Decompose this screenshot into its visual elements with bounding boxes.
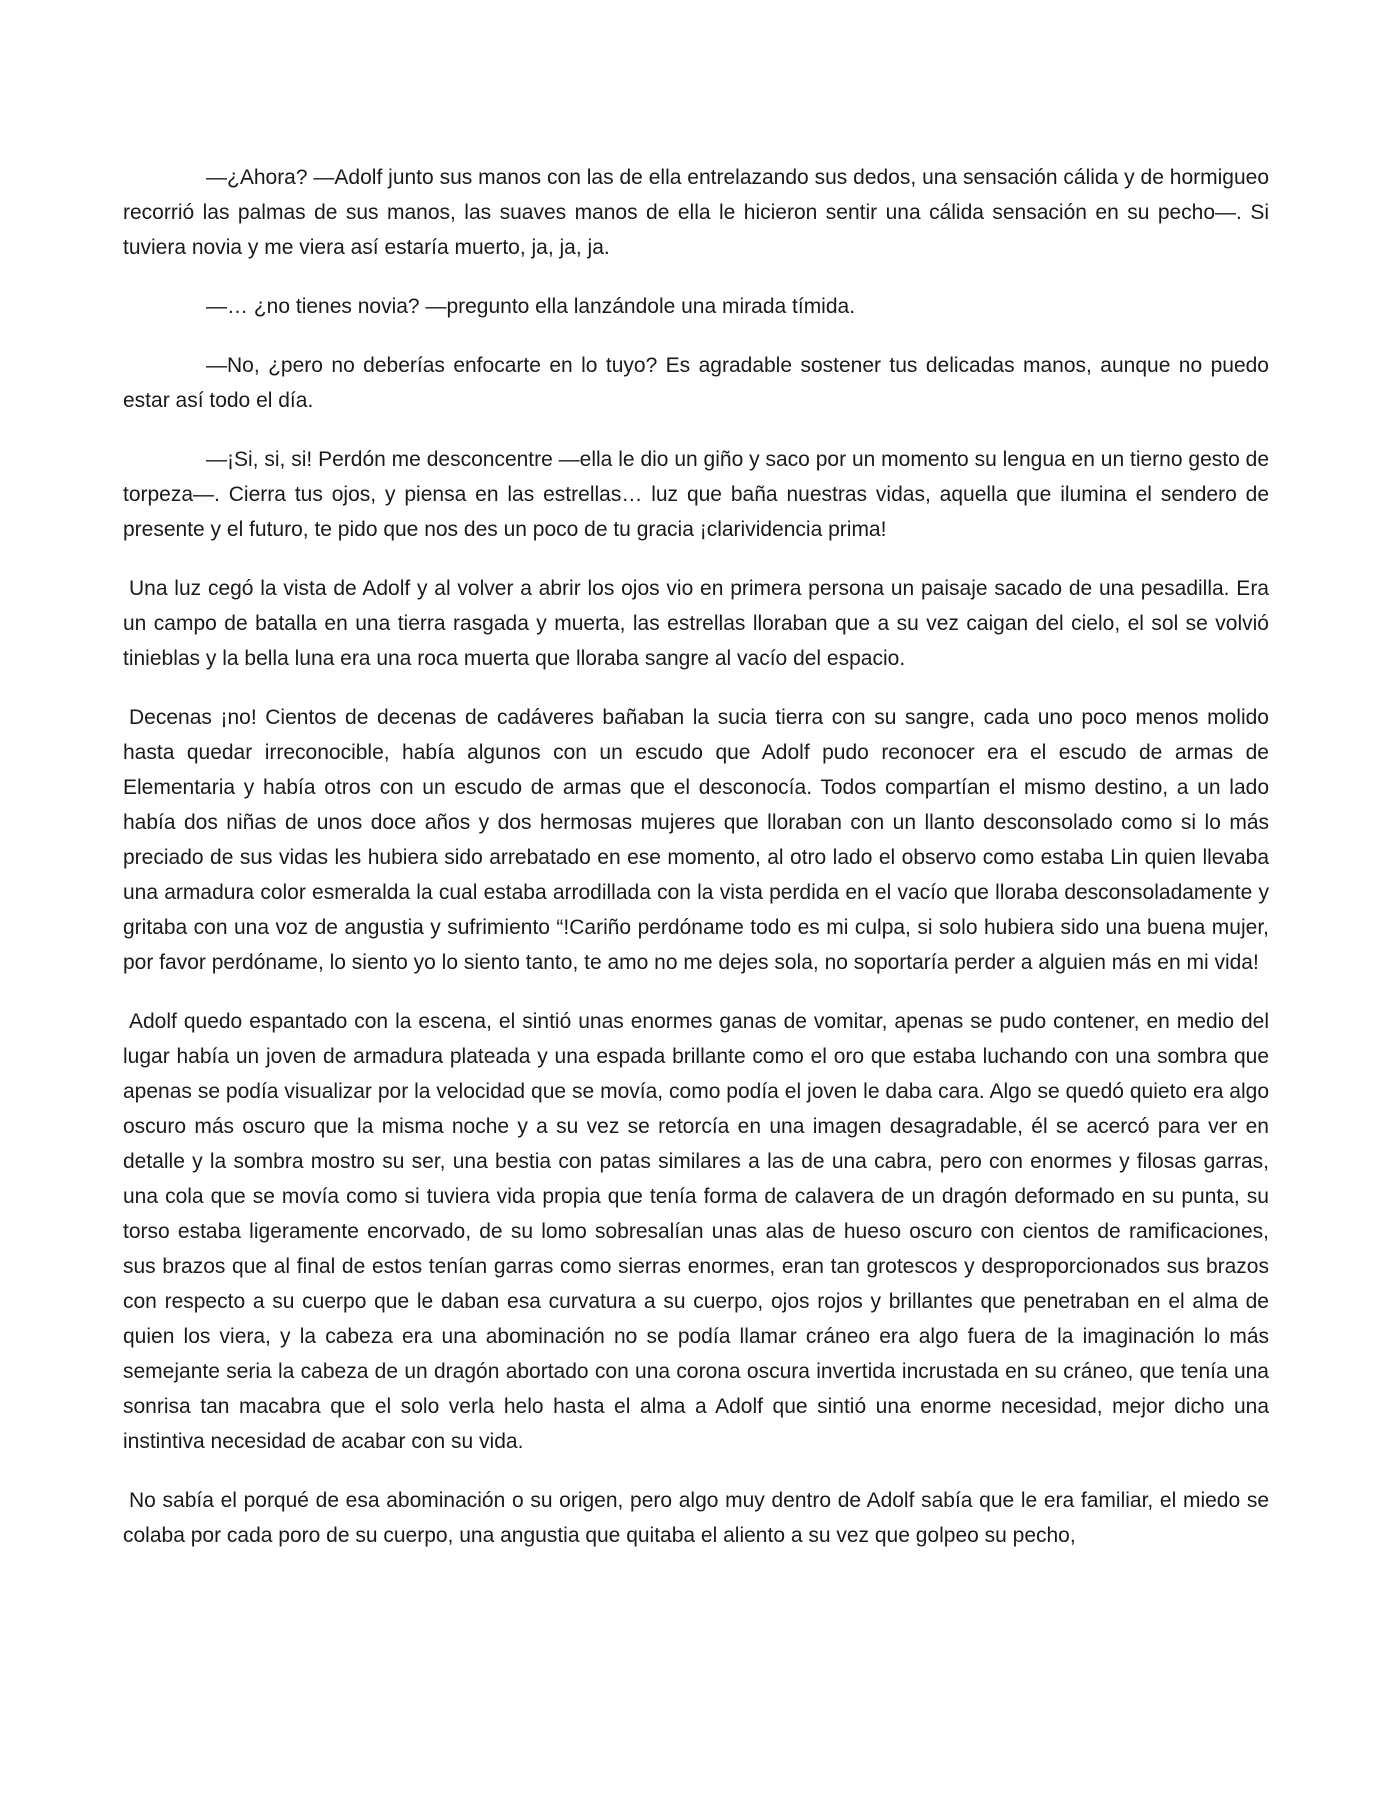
paragraph-7: Adolf quedo espantado con la escena, el sintió unas enormes ganas de vomitar, apenas se pudo contener, en medio del lugar había un joven de armadura plateada y una espada brillante como el oro que estaba luchando con una sombra que apenas se podía visualizar por la velocidad que se movía, como podía el joven le daba cara. Algo se quedó quieto era algo oscuro más oscuro que la misma noche y a su vez se retorcía en una imagen desagradable, él se acercó para ver en detalle y la sombra mostro su ser, una bestia con patas similares a las de una cabra, pero con enormes y filosas garras, una cola que se movía como si tuviera vida propia que tenía forma de calavera de un dragón deformado en su punta, su torso estaba ligeramente encorvado, de su lomo sobresalían unas alas de hueso oscuro con cientos de ramificaciones, sus brazos que al final de estos tenían garras como sierras enormes, eran tan grotescos y desproporcionados sus brazos con respecto a su cuerpo que le daban esa curvatura a su cuerpo, ojos rojos y brillantes que penetraban en el alma de quien los viera, y la cabeza era una abominación no se podía llamar cráneo era algo fuera de la imaginación lo más semejante seria la cabeza de un dragón abortado con una corona oscura invertida incrustada en su cráneo, que tenía una sonrisa tan macabra que el solo verla helo hasta el alma a Adolf que sintió una enorme necesidad, mejor dicho una instintiva necesidad de acabar con su vida. bbox=[123, 1010, 1269, 1453]
paragraph-4: —¡Si, si, si! Perdón me desconcentre —ella le dio un giño y saco por un momento su lengua en un tierno gesto de torpeza—. Cierra tus ojos, y piensa en las estrellas… luz que baña nuestras vidas, aquella que ilumina el sendero de presente y el futuro, te pido que nos des un poco de tu gracia ¡clarividencia prima! bbox=[123, 448, 1269, 541]
paragraph-8: No sabía el porqué de esa abominación o su origen, pero algo muy dentro de Adolf sabía que le era familiar, el miedo se colaba por cada poro de su cuerpo, una angustia que quitaba el aliento a su vez que golpeo su pecho, bbox=[123, 1489, 1269, 1547]
paragraph-1: —¿Ahora? —Adolf junto sus manos con las de ella entrelazando sus dedos, una sensación cálida y de hormigueo recorrió las palmas de sus manos, las suaves manos de ella le hicieron sentir una cálida sensación en su pecho—. Si tuviera novia y me viera así estaría muerto, ja, ja, ja. bbox=[123, 166, 1269, 259]
paragraph-3: —No, ¿pero no deberías enfocarte en lo tuyo? Es agradable sostener tus delicadas manos, aunque no puedo estar así todo el día. bbox=[123, 354, 1269, 412]
document-page bbox=[123, 160, 1269, 1577]
paragraph-6: Decenas ¡no! Cientos de decenas de cadáveres bañaban la sucia tierra con su sangre, cada uno poco menos molido hasta quedar irreconocible, había algunos con un escudo que Adolf pudo reconocer era el escudo de armas de Elementaria y había otros con un escudo de armas que el desconocía. Todos compartían el mismo destino, a un lado había dos niñas de unos doce años y dos hermosas mujeres que lloraban con un llanto desconsolado como si lo más preciado de sus vidas les hubiera sido arrebatado en ese momento, al otro lado el observo como estaba Lin quien llevaba una armadura color esmeralda la cual estaba arrodillada con la vista perdida en el vacío que lloraba desconsoladamente y gritaba con una voz de angustia y sufrimiento “!Cariño perdóname todo es mi culpa, si solo hubiera sido una buena mujer, por favor perdóname, lo siento yo lo siento tanto, te amo no me dejes sola, no soportaría perder a alguien más en mi vida! bbox=[123, 706, 1269, 974]
paragraph-2: —… ¿no tienes novia? —pregunto ella lanzándole una mirada tímida. bbox=[206, 295, 856, 318]
paragraph-5: Una luz cegó la vista de Adolf y al volver a abrir los ojos vio en primera persona un paisaje sacado de una pesadilla. Era un campo de batalla en una tierra rasgada y muerta, las estrellas lloraban que a su vez caigan del cielo, el sol se volvió tinieblas y la bella luna era una roca muerta que lloraba sangre al vacío del espacio. bbox=[123, 577, 1269, 670]
